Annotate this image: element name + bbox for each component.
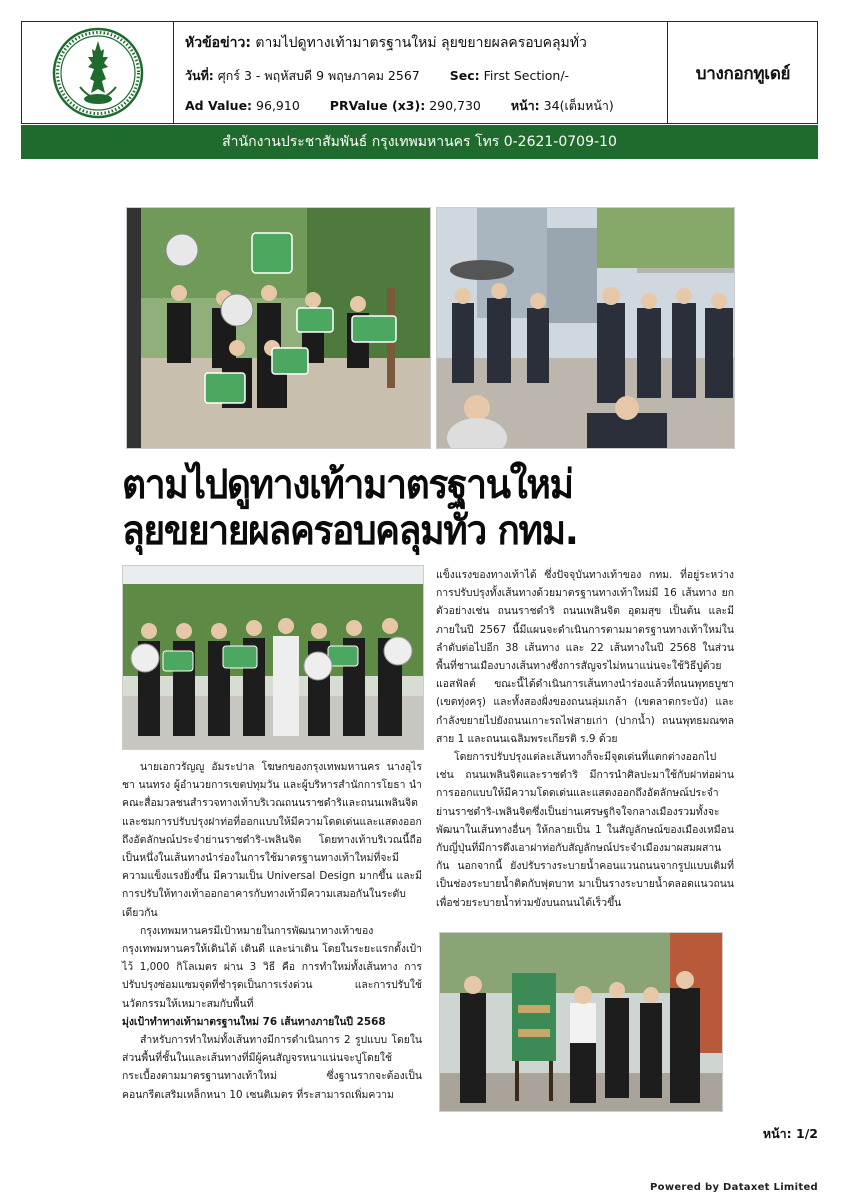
article-title-line-1: ตามไปดูทางเท้ามาตรฐานใหม่ — [122, 462, 573, 508]
agency-bar: สำนักงานประชาสัมพันธ์ กรุงเทพมหานคร โทร 0-2621-0709-10 — [21, 125, 818, 159]
powered-by: Powered by Dataxet Limited — [650, 1182, 818, 1193]
pr-value: 290,730 — [429, 98, 481, 113]
logo-cell — [22, 22, 174, 123]
publication-cell — [667, 22, 818, 123]
photo-group-lineup — [122, 565, 424, 750]
subheading: มุ่งเป้าทำทางเท้ามาตรฐานใหม่ 76 เส้นทางภายในปี 2568 — [122, 1015, 386, 1028]
headline-label: หัวข้อข่าว: — [185, 35, 251, 51]
paragraph: กรุงเทพมหานครมีเป้าหมายในการพัฒนาทางเท้าของกรุงเทพมหานครให้เดินได้ เดินดี และน่าเดิน โดยในระยะแรกตั้งเป้าไว้ 1,000 กิโลเมตร ผ่าน 3 วิธี คือ การทำใหม่ทั้งเส้นทาง การปรับปรุงซ่อมแซมจุดที่ชำรุดเป็นการเร่งด่วน และการปรับใช้นวัตกรรมให้เหมาะสมกับพื้นที่ — [122, 924, 422, 1010]
ad-value-label: Ad Value: — [185, 98, 253, 113]
photo-drain-cover-display — [439, 932, 723, 1112]
ad-value: 96,910 — [256, 98, 300, 113]
sec-value: First Section/- — [483, 68, 570, 83]
photo-press-briefing — [436, 207, 735, 449]
date-row — [185, 66, 569, 86]
header-box — [21, 21, 818, 124]
article-column-1 — [122, 758, 422, 1104]
sec-label: Sec: — [449, 68, 480, 83]
article-column-2 — [436, 566, 734, 912]
meta-cell — [173, 22, 667, 123]
bangkok-seal-logo — [52, 27, 144, 119]
headline-value: ตามไปดูทางเท้ามาตรฐานใหม่ ลุยขยายผลครอบคลุมทั่ว — [255, 35, 587, 51]
page-label: หน้า: — [510, 98, 540, 113]
paragraph: นายเอกวรัญญู อัมระปาล โฆษกของกรุงเทพมหานคร นางอุไรชา นนทรง ผู้อำนวยการเขตปทุมวัน และผู้บริหารสำนักการโยธา นำคณะสื่อมวลชนสำรวจทางเท้าบริเวณถนนราชดำริและถนนเพลินจิต และชมการปรับปรุงฝาท่อที่ออกแบบให้มีความโดดเด่นและแสดงออกถึงอัตลักษณ์ประจำย่านราชดำริ-เพลินจิต โดยทางเท้าบริเวณนี้ถือเป็นหนึ่งในเส้นทางนำร่องในการใช้มาตรฐานทางเท้าใหม่ที่จะมีความแข็งแรงยิ่งขึ้น มีความเป็น Universal Design มากขึ้น และมีการปรับให้ทางเท้าออกอาคารกับทางเท้ามีความเสมอกันในระดับเดียวกัน — [122, 761, 422, 919]
paragraph: แข็งแรงของทางเท้าได้ ซึ่งปัจจุบันทางเท้าของ กทม. ที่อยู่ระหว่างการปรับปรุงทั้งเส้นทางด้วยมาตรฐานทางเท้าใหม่มี 16 เส้นทาง ยกตัวอย่างเช่น ถนนราชดำริ ถนนเพลินจิต อุดมสุข เป็นต้น และมีภายในปี 2567 นี้มีแผนจะดำเนินการตามมาตรฐานทางเท้าใหม่ในลำดับต่อไปอีก 38 เส้นทาง และ 22 เส้นทางในปี 2568 ในส่วนพื้นที่ชานเมืองบางเส้นทางซึ่งการสัญจรไม่หนาแน่นจะใช้วิธีปูด้วยแอสฟัลต์ ขณะนี้ได้ดำเนินการเส้นทางนำร่องแล้วที่ถนนพุทธบูชา (เขตทุ่งครุ) และทั้งสองฝั่งของถนนลุ่มเกล้า (เขตลาดกระบัง) และกำลังขยายไปยังถนนเกาะรถไฟสายเก่า (ปากน้ำ) ถนนพุทธมณฑลสาย 1 และถนนเฉลิมพระเกียรติ ร.9 ด้วย — [436, 569, 734, 745]
publication-name: บางกอกทูเดย์ — [695, 64, 791, 84]
article-title-line-2: ลุยขยายผลครอบคลุมทั่ว กทม. — [122, 508, 578, 554]
date-value: ศุกร์ 3 - พฤหัสบดี 9 พฤษภาคม 2567 — [217, 68, 420, 83]
photo-group-signs — [126, 207, 431, 449]
paragraph: สำหรับการทำใหม่ทั้งเส้นทางมีการดำเนินการ 2 รูปแบบ โดยในส่วนพื้นที่ชั้นในและเส้นทางที่มีผู้คนสัญจรหนาแน่นจะปูโดยใช้กระเบื้องตามมาตรฐานทางเท้าใหม่ ซึ่งฐานรากจะต้องเป็นคอนกรีตเสริมเหล็กหนา 10 เซนติเมตร ที่ระสามารถเพิ่มความ — [122, 1034, 422, 1101]
page-number: หน้า: 1/2 — [762, 1126, 818, 1141]
headline-row — [185, 32, 587, 54]
page-value: 34(เต็มหน้า) — [543, 98, 614, 113]
value-row — [185, 96, 614, 116]
pr-value-label: PRValue (x3): — [329, 98, 426, 113]
paragraph: โดยการปรับปรุงแต่ละเส้นทางก็จะมีจุดเด่นที่แตกต่างออกไป เช่น ถนนเพลินจิตและราชดำริ มีการนำศิลปะมาใช้กับฝาท่อผ่านการออกแบบให้มีความโดดเด่นและแสดงออกถึงอัตลักษณ์ประจำย่านราชดำริ-เพลินจิตซึ่งเป็นย่านเศรษฐกิจใจกลางเมืองรวมทั้งจะพัฒนาในเส้นทางอื่นๆ ให้กลายเป็น 1 ในสัญลักษณ์ของเมืองเหมือนกับญี่ปุ่นที่มีการดึงเอาฝาท่อกับสัญลักษณ์ประจำเมืองมาผสมผสานกัน นอกจากนี้ ยังปรับรางระบายน้ำคอนแวนถนนจากรูปแบบเดิมที่เป็นช่องระบายน้ำติดกับฟุตบาท มาเป็นรางระบายน้ำตลอดแนวถนน เพื่อช่วยระบายน้ำท่วมขังบนถนนได้เร็วขึ้น — [436, 751, 734, 909]
date-label: วันที่: — [185, 68, 214, 83]
